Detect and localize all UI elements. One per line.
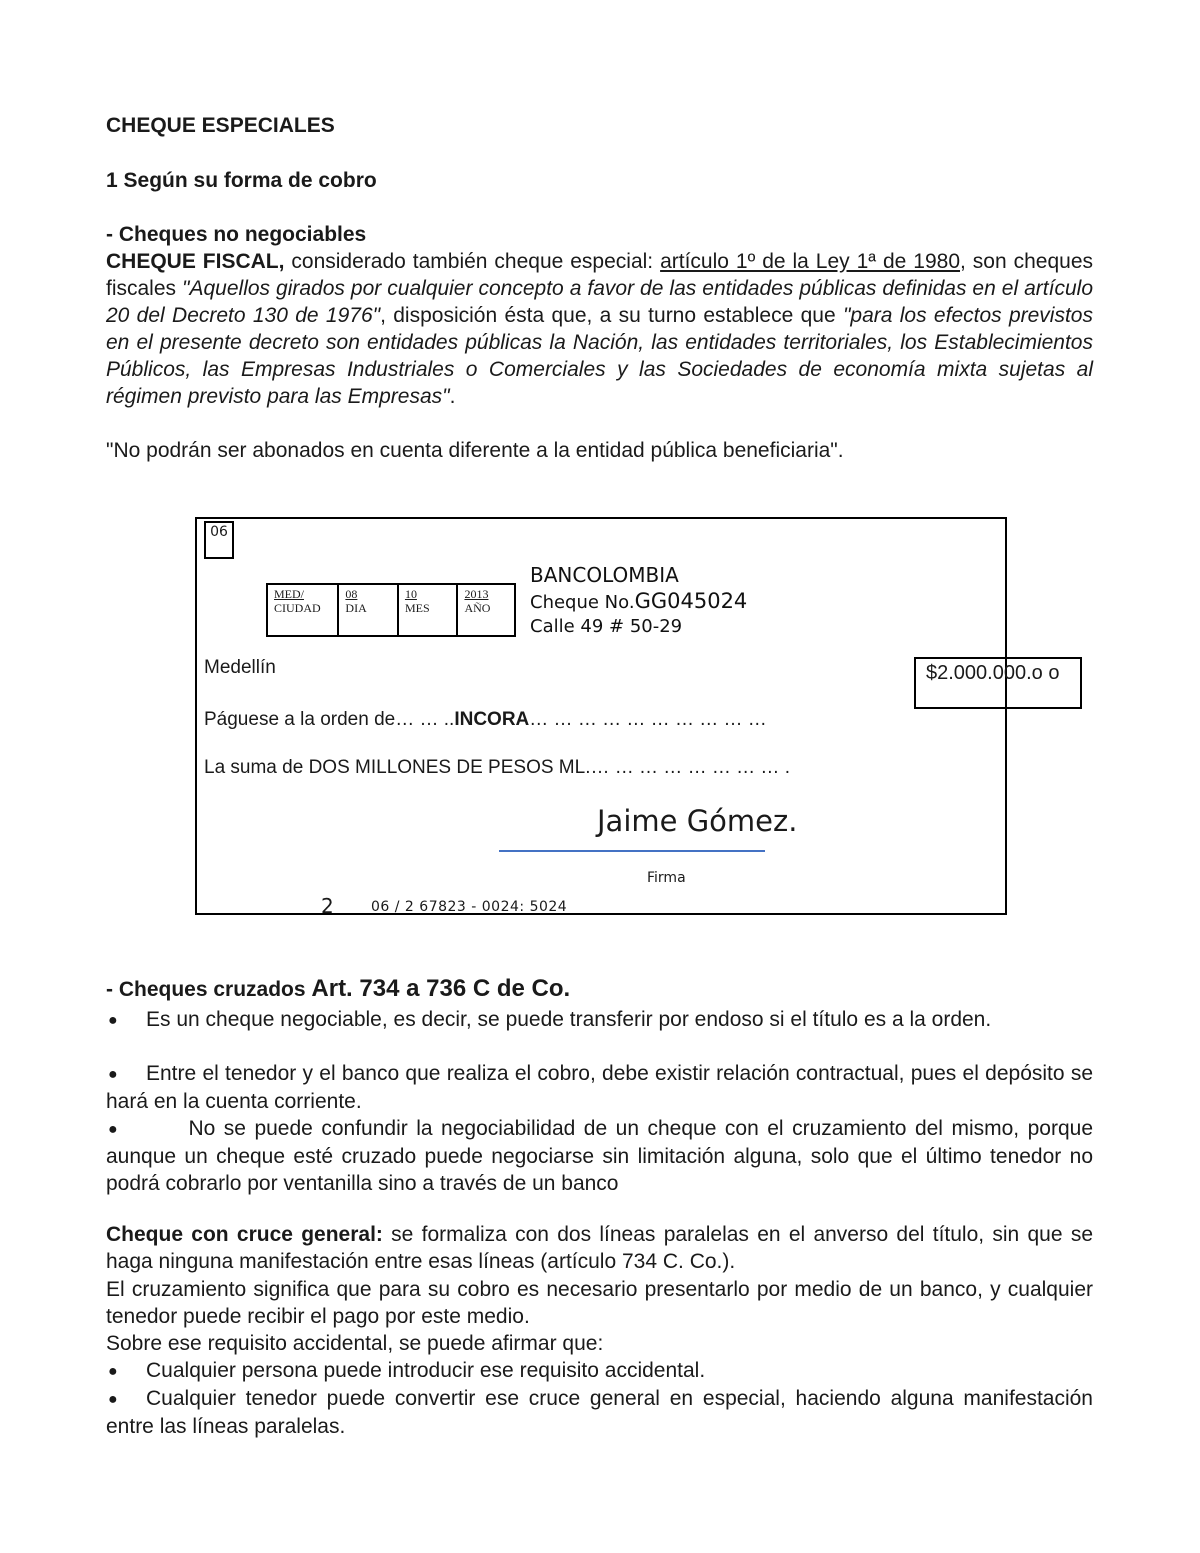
payee-line: Páguese a la orden de… … ..INCORA… … … … … … … … … … [204,709,767,730]
cruzamiento-paragraph: El cruzamiento significa que para su cobro es necesario presentarlo por medio de un banco, y cualquier tenedor puede recibir el pago por este medio. [106,1278,1093,1328]
subheading-no-negociables: - Cheques no negociables [106,223,367,246]
date-cell-day: 08 DIA [339,585,399,635]
subheading-cruzados: - Cheques cruzados Art. 734 a 736 C de Co. [106,975,571,1002]
cheque-fiscal-paragraph: CHEQUE FISCAL, considerado también cheque especial: artículo 1º de la Ley 1ª de 1980, son cheques fiscales "Aquellos girados por cualquier concepto a favor de las entidades públicas definidas en el artículo 20 del Decreto 130 de 1976", disposición ésta que, a su turno establece que "para los efectos previstos en el presente decreto son entidades públicas la Nación, las entidades territoriales, los Establecimientos Públicos, las Empresas Industriales o Comerciales y las Sociedades de economía mixta sujetas al régimen previsto para las Empresas". [106,250,1093,408]
bank-name: BANCOLOMBIA [530,563,679,587]
sum-line: La suma de DOS MILLONES DE PESOS ML.… … … … … … … … . [204,757,790,778]
bullet-icon: ● [108,1391,118,1408]
micr-line: 06 / 2 67823 - 0024: 5024 [371,899,568,915]
cheque-illustration [195,517,1060,918]
micr-prefix: 2 [321,894,334,918]
date-cell-month: 10 MES [399,585,459,635]
cheque-code-box: 06 [204,521,234,559]
bank-block [530,561,747,639]
date-cell-year: 2013 AÑO [464,587,491,615]
firma-label: Firma [647,870,686,886]
cruce-bullet-1: ● Cualquier persona puede introducir ese requisito accidental. [106,1357,1093,1385]
requisito-paragraph: Sobre ese requisito accidental, se puede afirmar que: [106,1332,604,1355]
cheque-number: Cheque No.GG045024 [530,589,748,613]
cruzados-bullet-3: ● No se puede confundir la negociabilidad de un cheque con el cruzamiento del mismo, porque aunque un cheque esté cruzado puede negociarse sin limitación alguna, solo que el último tenedor no podrá cobrarlo por ventanilla sino a través de un banco [106,1117,1099,1195]
amount-box: $2.000.000.o o [914,657,1082,709]
bullet-icon: ● [108,1121,118,1138]
date-cell-city: MED/ CIUDAD [268,585,339,635]
fiscal-note: "No podrán ser abonados en cuenta diferente a la entidad pública beneficiaria". [106,439,844,462]
cheque-city: Medellín [204,657,276,678]
bullet-icon: ● [108,1363,118,1380]
signature-name: Jaime Gómez. [597,804,798,838]
bullet-icon: ● [108,1012,118,1029]
cruzados-bullet-1: ● Es un cheque negociable, es decir, se puede transferir por endoso si el título es a la orden. [106,1006,1093,1034]
date-table [266,583,516,637]
page-title: CHEQUE ESPECIALES [106,114,335,137]
signature-line [499,850,765,852]
bullet-icon: ● [108,1066,118,1083]
section-heading: 1 Según su forma de cobro [106,169,377,192]
cruzados-bullet-2: ● Entre el tenedor y el banco que realiza el cobro, debe existir relación contractual, pues el depósito se hará en la cuenta corriente. [106,1062,1093,1113]
bank-address: Calle 49 # 50-29 [530,616,683,637]
cruce-general-paragraph: Cheque con cruce general: se formaliza con dos líneas paralelas en el anverso del título, sin que se haga ninguna manifestación entre esas líneas (artículo 734 C. Co.). [106,1223,1093,1273]
cruce-bullet-2: ● Cualquier tenedor puede convertir ese cruce general en especial, haciendo alguna manifestación entre las líneas paralelas. [106,1387,1093,1438]
